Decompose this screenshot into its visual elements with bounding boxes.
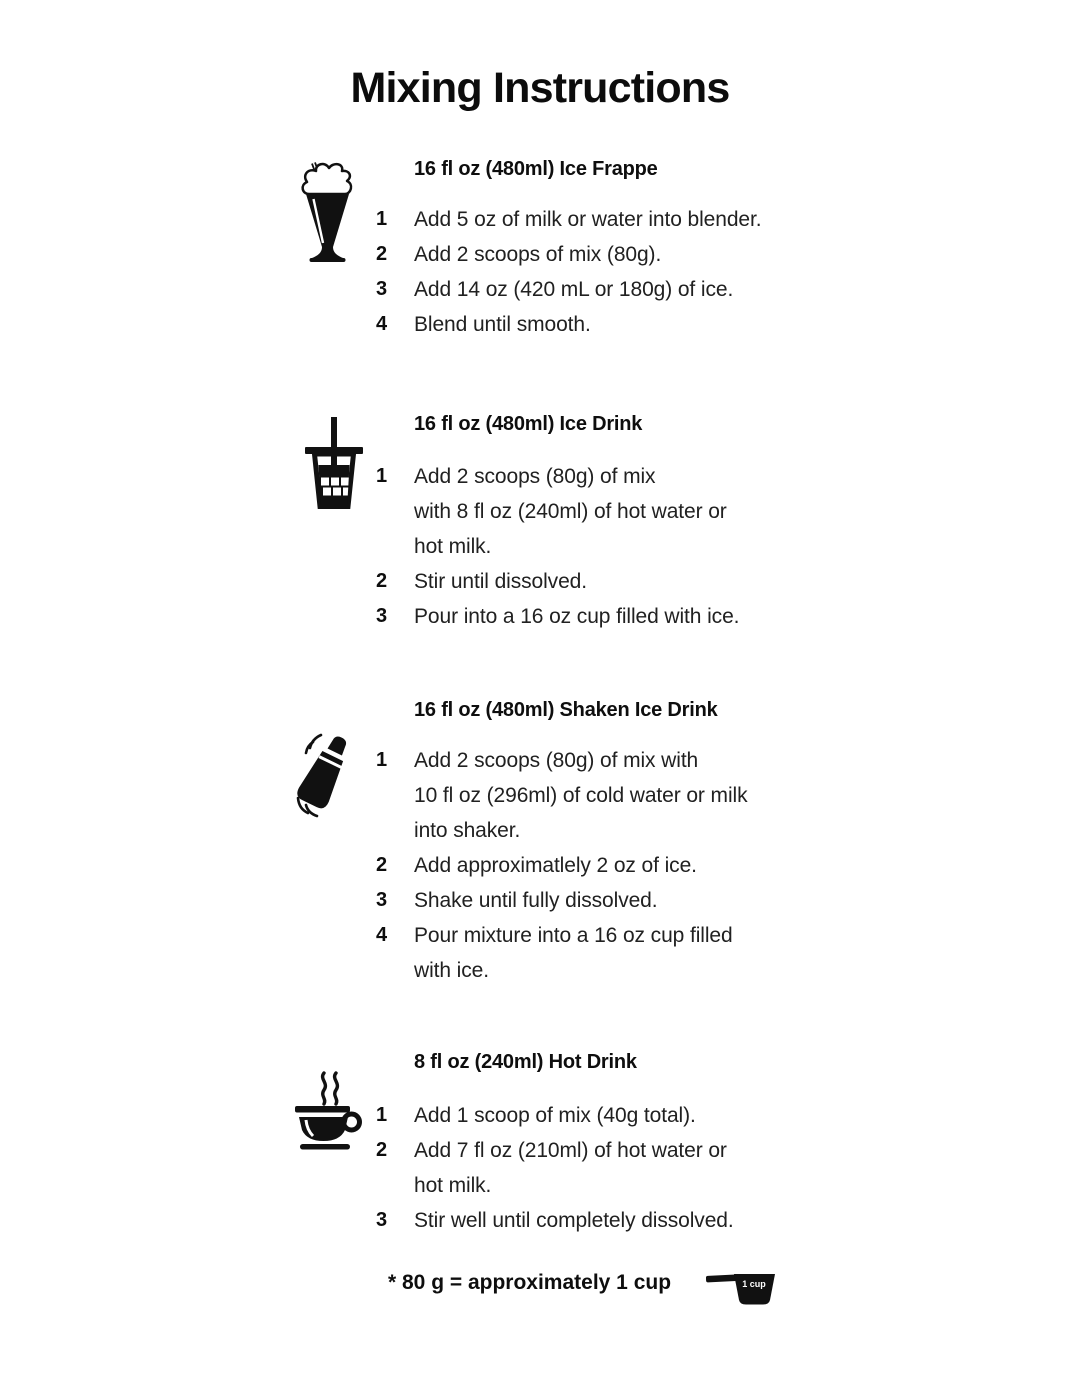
step-text: Pour into a 16 oz cup filled with ice. [414, 605, 740, 628]
steps-list [376, 459, 739, 634]
step-text: Add 7 fl oz (210ml) of hot water or [414, 1139, 727, 1162]
step-item [376, 564, 739, 599]
step-text: Pour mixture into a 16 oz cup filled [414, 924, 733, 947]
step-item [376, 883, 747, 918]
step-item [376, 848, 747, 883]
step-text: with ice. [414, 959, 489, 982]
step-number: 4 [376, 313, 388, 335]
page-title: Mixing Instructions [350, 64, 730, 112]
scoop-equivalence-note: * 80 g = approximately 1 cup [388, 1271, 672, 1294]
step-number: 1 [376, 465, 388, 487]
step-number: 4 [376, 924, 388, 946]
step-number: 3 [376, 278, 388, 300]
step-text: Add 5 oz of milk or water into blender. [414, 208, 762, 231]
step-number: 2 [376, 1139, 388, 1161]
step-number: 1 [376, 208, 388, 230]
cup-label: 1 cup [742, 1279, 766, 1289]
section-heading: 8 fl oz (240ml) Hot Drink [414, 1051, 637, 1073]
step-text: into shaker. [414, 819, 521, 842]
step-text: hot milk. [414, 535, 492, 558]
step-item [376, 1203, 734, 1238]
step-text: Add 2 scoops (80g) of mix [414, 465, 656, 488]
step-item [376, 237, 761, 272]
step-text: Add 1 scoop of mix (40g total). [414, 1104, 696, 1127]
steps-list [376, 743, 747, 988]
step-text: Add 2 scoops of mix (80g). [414, 243, 662, 266]
step-item [376, 307, 761, 342]
step-text: with 8 fl oz (240ml) of hot water or [414, 500, 727, 523]
section-heading: 16 fl oz (480ml) Ice Frappe [414, 158, 658, 180]
step-item [376, 599, 739, 634]
steps-list [376, 1098, 734, 1238]
step-text: Add approximatlely 2 oz of ice. [414, 854, 697, 877]
step-item [376, 459, 739, 564]
step-text: Stir until dissolved. [414, 570, 587, 593]
step-item [376, 743, 747, 848]
section-heading: 16 fl oz (480ml) Ice Drink [414, 413, 643, 435]
step-text: Add 14 oz (420 mL or 180g) of ice. [414, 278, 734, 301]
section-heading: 16 fl oz (480ml) Shaken Ice Drink [414, 699, 718, 721]
step-number: 3 [376, 1209, 388, 1231]
step-item [376, 918, 747, 988]
ice-cup-icon [305, 417, 363, 514]
step-text: Add 2 scoops (80g) of mix with [414, 749, 699, 772]
step-item [376, 1098, 734, 1133]
step-item [376, 1133, 734, 1203]
step-number: 2 [376, 854, 388, 876]
step-text: 10 fl oz (296ml) of cold water or milk [414, 784, 748, 807]
cocktail-shaker-icon [292, 730, 354, 827]
step-text: Stir well until completely dissolved. [414, 1209, 734, 1232]
step-number: 3 [376, 605, 388, 627]
step-number: 2 [376, 243, 388, 265]
step-number: 1 [376, 1104, 388, 1126]
step-number: 2 [376, 570, 388, 592]
step-item [376, 272, 761, 307]
step-text: hot milk. [414, 1174, 492, 1197]
step-item [376, 202, 761, 237]
frappe-glass-icon [299, 161, 356, 275]
steps-list [376, 202, 761, 342]
measuring-cup-icon [706, 1272, 776, 1311]
step-text: Blend until smooth. [414, 313, 591, 336]
step-text: Shake until fully dissolved. [414, 889, 658, 912]
coffee-cup-icon [293, 1070, 363, 1155]
step-number: 1 [376, 749, 388, 771]
step-number: 3 [376, 889, 388, 911]
